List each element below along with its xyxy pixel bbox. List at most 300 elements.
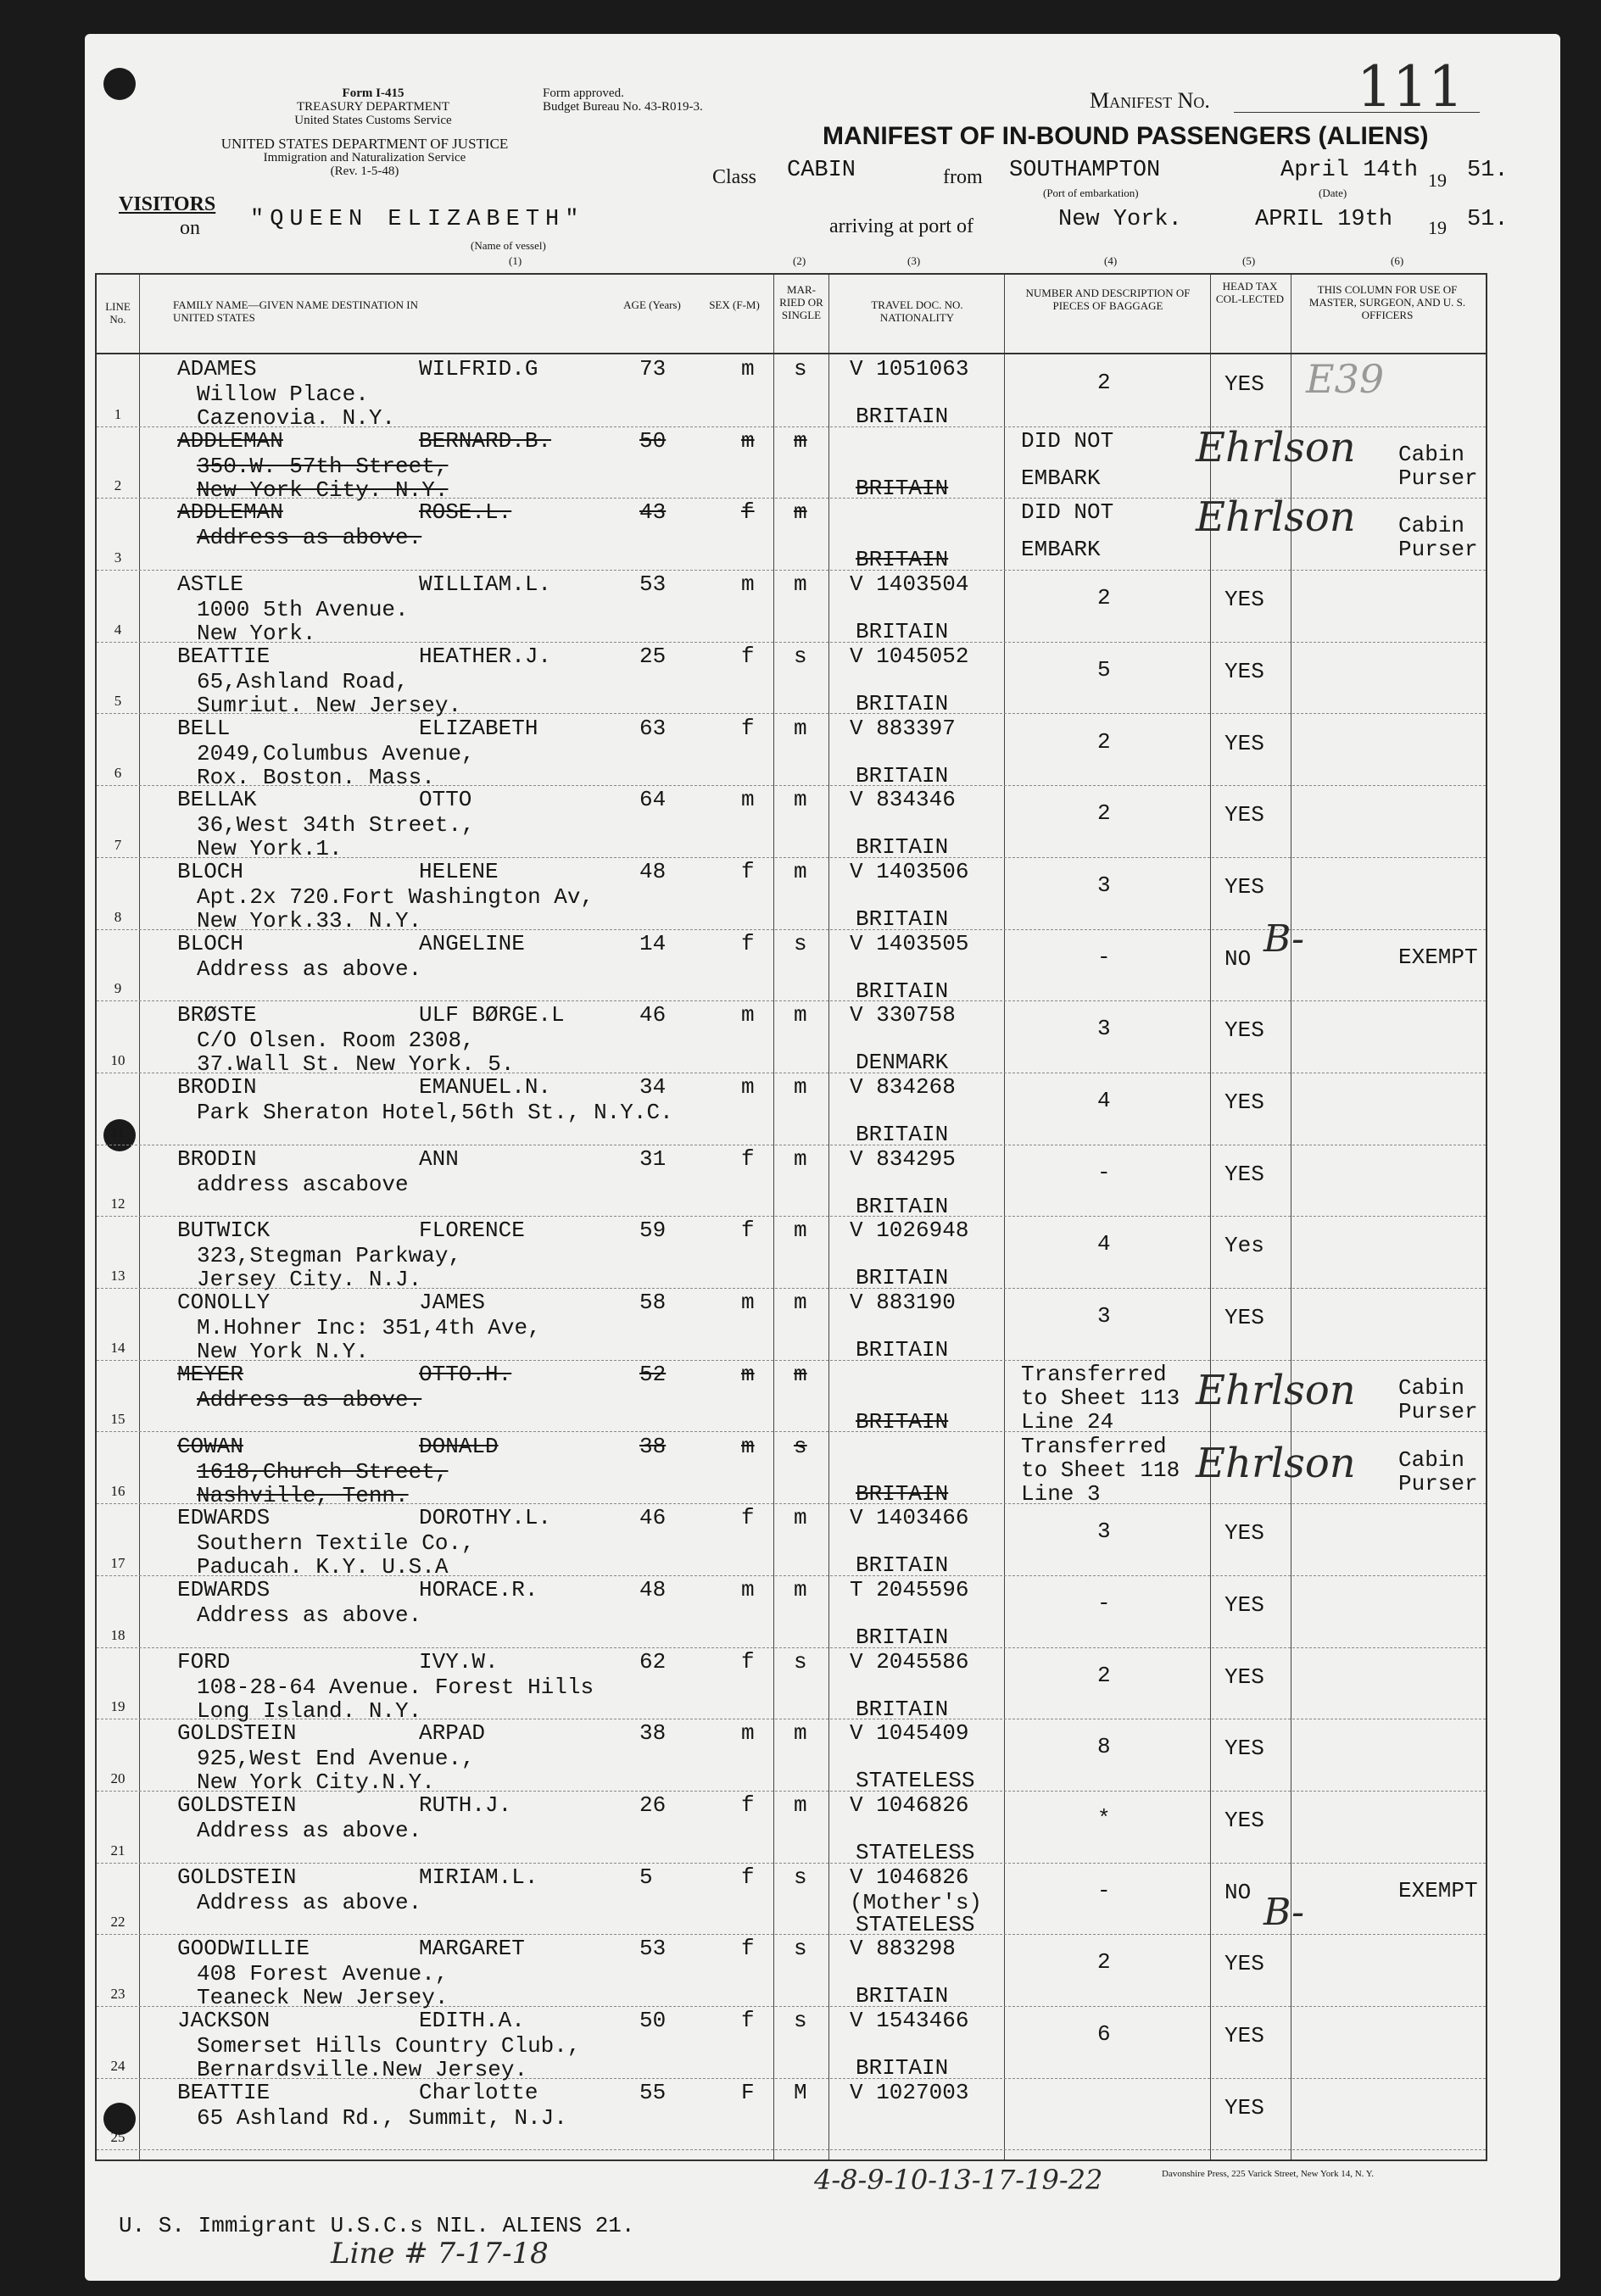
given-name: OTTO.H. <box>419 1361 512 1387</box>
marital-status: m <box>794 787 807 813</box>
justice-label: UNITED STATES DEPARTMENT OF JUSTICE <box>220 136 509 152</box>
given-name: RUTH.J. <box>419 1792 512 1818</box>
given-name: ANN <box>419 1145 459 1172</box>
given-name: DOROTHY.L. <box>419 1505 552 1531</box>
justice-block <box>170 137 560 178</box>
family-name: BLOCH <box>177 930 244 956</box>
address-line: M.Hohner Inc: 351,4th Ave, <box>197 1315 541 1341</box>
baggage-count: 2 <box>1097 585 1111 611</box>
travel-doc-number: V 1045409 <box>850 1720 969 1747</box>
age: 38 <box>639 1433 667 1459</box>
address-line: Willow Place. <box>197 382 369 407</box>
given-name: JAMES <box>419 1290 486 1316</box>
date-caption: (Date) <box>1319 187 1347 199</box>
sex: m <box>741 1074 755 1100</box>
family-name: BRODIN <box>177 1074 257 1100</box>
line-number: 24 <box>110 2057 126 2074</box>
given-name: HEATHER.J. <box>419 643 552 669</box>
col-header-sex: SEX (F-M) <box>709 298 760 311</box>
head-tax: YES <box>1224 1736 1264 1762</box>
baggage-count: - <box>1097 1159 1111 1185</box>
given-name: ULF BØRGE.L <box>419 1002 565 1028</box>
officer-note: Cabin <box>1398 1374 1465 1401</box>
line-number: 6 <box>114 765 122 782</box>
table-row <box>97 1934 1486 2011</box>
marital-status: m <box>794 1074 807 1100</box>
age: 25 <box>639 643 667 669</box>
line-number: 11 <box>110 1123 126 1140</box>
baggage-count: 3 <box>1097 872 1111 898</box>
family-name: BRØSTE <box>177 1002 257 1028</box>
travel-doc-number: V 1046826 <box>850 1864 969 1890</box>
nationality: STATELESS <box>856 1911 975 1937</box>
age: 46 <box>639 1002 667 1028</box>
stamp-mark: E39 <box>1306 356 1385 402</box>
marital-status: m <box>794 1505 807 1531</box>
table-row <box>97 714 1486 790</box>
sex: F <box>741 2079 755 2105</box>
address-line: Southern Textile Co., <box>197 1530 475 1557</box>
marital-status: s <box>794 1936 807 1962</box>
marital-status: m <box>794 715 807 741</box>
marital-status: m <box>794 1792 807 1818</box>
family-name: GOLDSTEIN <box>177 1864 297 1890</box>
baggage-count: DID NOT <box>1021 427 1114 454</box>
table-row <box>97 1288 1486 1365</box>
sex: f <box>741 1648 755 1675</box>
col-header-married: MAR-RIED OR SINGLE <box>779 283 823 321</box>
given-name: Charlotte <box>419 2079 538 2105</box>
age: 5 <box>639 1864 653 1890</box>
travel-doc-number: V 330758 <box>850 1002 956 1028</box>
given-name: ROSE.L. <box>419 499 512 526</box>
sex: f <box>741 643 755 669</box>
head-tax: Yes <box>1224 1233 1264 1259</box>
table-row <box>97 570 1486 647</box>
from-label: from <box>943 166 983 188</box>
head-tax: YES <box>1224 371 1264 397</box>
family-name: BEATTIE <box>177 2079 271 2105</box>
marital-status: m <box>794 1290 807 1316</box>
sex: f <box>741 1792 755 1818</box>
head-tax: YES <box>1224 587 1264 613</box>
manifest-number: 111 <box>1357 54 1464 120</box>
travel-doc-number: V 1051063 <box>850 356 969 382</box>
nationality: BRITAIN <box>856 762 949 789</box>
baggage-count: Transferred <box>1021 1433 1167 1459</box>
table-row <box>97 1719 1486 1796</box>
travel-doc-number: V 1403504 <box>850 571 969 598</box>
marital-status: m <box>794 1576 807 1602</box>
nationality: BRITAIN <box>856 619 949 645</box>
line-number: 25 <box>110 2129 126 2146</box>
age: 63 <box>639 715 667 741</box>
nationality: STATELESS <box>856 1840 975 1865</box>
baggage-note: Line 3 <box>1021 1480 1101 1507</box>
sex: m <box>741 1576 755 1602</box>
table-row <box>97 1000 1486 1078</box>
head-tax: YES <box>1224 1591 1264 1618</box>
age: 48 <box>639 1576 667 1602</box>
address-line: Park Sheraton Hotel,56th St., N.Y.C. <box>197 1100 673 1125</box>
head-tax: YES <box>1224 2023 1264 2049</box>
table-row <box>97 1073 1486 1145</box>
family-name: GOLDSTEIN <box>177 1792 297 1818</box>
line-number: 8 <box>114 908 122 925</box>
vessel-name: "QUEEN ELIZABETH" <box>250 207 585 232</box>
head-tax: YES <box>1224 2094 1264 2120</box>
sex: m <box>741 1361 755 1387</box>
form-approved-block <box>543 86 703 114</box>
line-number: 18 <box>110 1626 126 1643</box>
line-number: 9 <box>114 980 122 997</box>
travel-doc-number: V 1403466 <box>850 1505 969 1531</box>
family-name: MEYER <box>177 1361 244 1387</box>
baggage-note: to Sheet 113 <box>1021 1385 1180 1411</box>
col-header-line: LINE No. <box>105 300 131 326</box>
head-tax: YES <box>1224 1663 1264 1690</box>
column-number: (6) <box>1391 254 1404 267</box>
sex: f <box>741 1864 755 1890</box>
nationality: BRITAIN <box>856 547 949 573</box>
address-line: New York City.N.Y. <box>197 1769 435 1796</box>
nationality: BRITAIN <box>856 1337 949 1363</box>
address-line: Apt.2x 720.Fort Washington Av, <box>197 883 594 910</box>
family-name: BUTWICK <box>177 1218 271 1244</box>
sex: m <box>741 427 755 454</box>
age: 14 <box>639 930 667 956</box>
family-name: EDWARDS <box>177 1505 271 1531</box>
age: 38 <box>639 1720 667 1747</box>
date-century: 19 <box>1428 170 1447 191</box>
address-line: Long Island. N.Y. <box>197 1697 422 1724</box>
address-line: Address as above. <box>197 1818 422 1843</box>
officer-note: Cabin <box>1398 441 1465 467</box>
baggage-count: - <box>1097 1877 1111 1903</box>
head-tax: YES <box>1224 1305 1264 1331</box>
table-row <box>97 1503 1486 1580</box>
baggage-count: 2 <box>1097 1949 1111 1976</box>
arrival-year: 51. <box>1467 207 1509 232</box>
col-header-baggage: NUMBER AND DESCRIPTION OF PIECES OF BAGGAGE <box>1025 287 1191 312</box>
address-line: 350.W. 57th Street, <box>197 453 449 479</box>
line-number: 4 <box>114 621 122 638</box>
given-name: BERNARD.B. <box>419 427 552 454</box>
nationality: BRITAIN <box>856 1408 949 1435</box>
baggage-count: 8 <box>1097 1734 1111 1760</box>
family-name: GOLDSTEIN <box>177 1720 297 1747</box>
sex: m <box>741 1720 755 1747</box>
baggage-count: 3 <box>1097 1016 1111 1042</box>
sex: f <box>741 1218 755 1244</box>
column-number: (4) <box>1104 254 1118 267</box>
line-number: 13 <box>110 1268 126 1285</box>
line-number: 15 <box>110 1411 126 1428</box>
marital-status: m <box>794 1218 807 1244</box>
head-tax: YES <box>1224 658 1264 684</box>
address-line: Rox. Boston. Mass. <box>197 764 435 790</box>
sex: m <box>741 1433 755 1459</box>
address-line: Address as above. <box>197 1602 422 1628</box>
address-line: address ascabove <box>197 1171 409 1197</box>
address-line: Jersey City. N.J. <box>197 1267 422 1293</box>
arrival-century: 19 <box>1428 217 1447 238</box>
printer-imprint: Davonshire Press, 225 Varick Street, New York 14, N. Y. <box>1162 2169 1375 2179</box>
head-tax: YES <box>1224 730 1264 756</box>
class-value: CABIN <box>787 158 856 183</box>
head-tax: YES <box>1224 1520 1264 1546</box>
line-number: 2 <box>114 477 122 494</box>
nationality: BRITAIN <box>856 1193 949 1219</box>
family-name: BELL <box>177 715 231 741</box>
column-number: (3) <box>907 254 921 267</box>
marital-status: m <box>794 427 807 454</box>
head-tax: YES <box>1224 1808 1264 1833</box>
age: 26 <box>639 1792 667 1818</box>
baggage-count: 4 <box>1097 1231 1111 1257</box>
sex: m <box>741 571 755 598</box>
footer-summary: U. S. Immigrant U.S.C.s NIL. ALIENS 21. <box>119 2213 635 2238</box>
column-number: (1) <box>509 254 522 267</box>
nationality: BRITAIN <box>856 1552 949 1579</box>
family-name: BELLAK <box>177 787 257 813</box>
family-name: FORD <box>177 1648 231 1675</box>
age: 34 <box>639 1074 667 1100</box>
age: 43 <box>639 499 667 526</box>
age: 62 <box>639 1648 667 1675</box>
travel-doc-number: T 2045596 <box>850 1576 969 1602</box>
head-tax: NO <box>1224 945 1252 972</box>
family-name: GOODWILLIE <box>177 1936 310 1962</box>
nationality: BRITAIN <box>856 1696 949 1722</box>
table-row <box>97 1575 1486 1648</box>
head-tax: NO <box>1224 1879 1252 1905</box>
table-row <box>97 2006 1486 2083</box>
family-name: JACKSON <box>177 2008 271 2034</box>
baggage-count: 2 <box>1097 728 1111 755</box>
customs-label: United States Customs Service <box>294 114 452 127</box>
family-name: EDWARDS <box>177 1576 271 1602</box>
on-label: on <box>180 217 200 239</box>
address-line: 65 Ashland Rd., Summit, N.J. <box>197 2104 567 2131</box>
nationality: BRITAIN <box>856 1265 949 1291</box>
age: 46 <box>639 1505 667 1531</box>
vessel-caption: (Name of vessel) <box>471 239 546 252</box>
from-value: SOUTHAMPTON <box>1009 158 1161 183</box>
ins-label: Immigration and Naturalization Service <box>263 151 466 164</box>
address-line: C/O Olsen. Room 2308, <box>197 1028 475 1054</box>
nationality: BRITAIN <box>856 1480 949 1507</box>
sex: m <box>741 1290 755 1316</box>
marital-status: m <box>794 571 807 598</box>
family-name: COWAN <box>177 1433 244 1459</box>
address-line: Nashville, Tenn. <box>197 1482 409 1508</box>
marital-status: m <box>794 858 807 884</box>
exempt-mark: B- <box>1264 1891 1305 1934</box>
address-line: 1618,Church Street, <box>197 1458 449 1485</box>
given-name: OTTO <box>419 787 472 813</box>
table-row <box>97 354 1486 431</box>
age: 53 <box>639 1936 667 1962</box>
date-value: April 14th <box>1280 158 1419 183</box>
manifest-no-label: Manifest No. <box>1090 88 1210 113</box>
purser-signature: Ehrlson <box>1196 1440 1356 1487</box>
officer-note: Cabin <box>1398 513 1465 539</box>
baggage-count: * <box>1097 1806 1111 1831</box>
table-row <box>97 1145 1486 1218</box>
address-line: Paducah. K.Y. U.S.A <box>197 1554 449 1580</box>
given-name: DONALD <box>419 1433 499 1459</box>
nationality: BRITAIN <box>856 906 949 932</box>
marital-status: s <box>794 356 807 382</box>
given-name: EMANUEL.N. <box>419 1074 552 1100</box>
table-row <box>97 1216 1486 1293</box>
travel-doc-number: V 1027003 <box>850 2079 969 2105</box>
officer-note: Purser <box>1398 1398 1478 1424</box>
travel-doc-number: V 834295 <box>850 1145 956 1172</box>
family-name: CONOLLY <box>177 1290 271 1316</box>
line-number: 16 <box>110 1483 126 1500</box>
table-row <box>97 1791 1486 1864</box>
age: 52 <box>639 1361 667 1387</box>
arrival-port: New York. <box>1058 207 1182 232</box>
line-number: 22 <box>110 1914 126 1931</box>
column-number: (5) <box>1242 254 1256 267</box>
marital-status: m <box>794 1145 807 1172</box>
line-number: 14 <box>110 1339 126 1356</box>
table-row <box>97 642 1486 718</box>
budget-number: Budget Bureau No. 43-R019-3. <box>543 100 703 114</box>
marital-status: m <box>794 499 807 526</box>
baggage-note: EMBARK <box>1021 537 1101 563</box>
address-line: Address as above. <box>197 956 422 982</box>
marital-status: m <box>794 1720 807 1747</box>
baggage-count: 2 <box>1097 370 1111 395</box>
given-name: ELIZABETH <box>419 715 538 741</box>
head-tax: YES <box>1224 1951 1264 1977</box>
col-header-age: AGE (Years) <box>623 298 681 311</box>
travel-doc-number: V 883397 <box>850 715 956 741</box>
address-line: New York.33. N.Y. <box>197 907 422 933</box>
age: 48 <box>639 858 667 884</box>
column-number: (2) <box>793 254 806 267</box>
sex: m <box>741 787 755 813</box>
address-line: 37.Wall St. New York. 5. <box>197 1051 515 1078</box>
baggage-count: DID NOT <box>1021 499 1114 526</box>
line-number: 21 <box>110 1842 126 1859</box>
head-tax: YES <box>1224 873 1264 900</box>
given-name: ANGELINE <box>419 930 525 956</box>
officer-note: EXEMPT <box>1398 1877 1478 1903</box>
marital-status: s <box>794 2008 807 2034</box>
address-line: Address as above. <box>197 1889 422 1915</box>
address-line: 925,West End Avenue., <box>197 1746 475 1772</box>
officer-note: Cabin <box>1398 1446 1465 1473</box>
line-number: 3 <box>114 549 122 566</box>
sex: f <box>741 858 755 884</box>
nationality: BRITAIN <box>856 475 949 501</box>
purser-signature: Ehrlson <box>1196 493 1356 541</box>
arrival-date: APRIL 19th <box>1255 207 1393 232</box>
address-line: Address as above. <box>197 1386 422 1413</box>
marital-status: s <box>794 1433 807 1459</box>
address-line: Cazenovia. N.Y. <box>197 405 396 431</box>
family-name: ASTLE <box>177 571 244 598</box>
age: 53 <box>639 571 667 598</box>
address-line: 408 Forest Avenue., <box>197 1961 449 1987</box>
given-name: MARGARET <box>419 1936 525 1962</box>
sex: f <box>741 1505 755 1531</box>
baggage-count: 3 <box>1097 1519 1111 1545</box>
col-header-name: FAMILY NAME—GIVEN NAME DESTINATION IN UNITED STATES <box>173 298 419 324</box>
table-row <box>97 1647 1486 1724</box>
sex: m <box>741 356 755 382</box>
address-line: 36,West 34th Street., <box>197 812 475 839</box>
nationality: DENMARK <box>856 1050 949 1076</box>
nationality: BRITAIN <box>856 404 949 429</box>
given-name: HELENE <box>419 858 499 884</box>
table-row <box>97 785 1486 862</box>
travel-doc-number: V 1045052 <box>850 643 969 669</box>
address-line: New York City. N.Y. <box>197 476 449 503</box>
header-left-block <box>246 86 500 127</box>
family-name: ADAMES <box>177 356 257 382</box>
given-name: ARPAD <box>419 1720 486 1747</box>
officer-note: EXEMPT <box>1398 944 1478 970</box>
baggage-count: 2 <box>1097 1662 1111 1688</box>
officer-note: Purser <box>1398 1470 1478 1496</box>
age: 50 <box>639 427 667 454</box>
line-number: 7 <box>114 836 122 853</box>
travel-doc-number: V 883190 <box>850 1290 956 1316</box>
punch-hole <box>103 68 136 100</box>
line-number: 20 <box>110 1769 126 1786</box>
line-number: 1 <box>114 405 122 422</box>
travel-doc-number: V 1026948 <box>850 1218 969 1244</box>
sex: f <box>741 1145 755 1172</box>
address-line: Somerset Hills Country Club., <box>197 2033 581 2059</box>
line-number: 10 <box>110 1051 126 1068</box>
age: 73 <box>639 356 667 382</box>
footer-handwritten-lines: Line # 7-17-18 <box>331 2237 549 2271</box>
sex: f <box>741 715 755 741</box>
nationality: BRITAIN <box>856 1122 949 1147</box>
baggage-note: Line 24 <box>1021 1408 1114 1435</box>
address-line: Sumriut. New Jersey. <box>197 692 462 718</box>
given-name: WILFRID.G <box>419 356 538 382</box>
baggage-count: 4 <box>1097 1088 1111 1113</box>
line-number: 5 <box>114 693 122 710</box>
marital-status: s <box>794 930 807 956</box>
baggage-count: 3 <box>1097 1303 1111 1329</box>
purser-signature: Ehrlson <box>1196 424 1356 471</box>
given-name: MIRIAM.L. <box>419 1864 538 1890</box>
marital-status: s <box>794 643 807 669</box>
visitors-label: VISITORS <box>119 193 216 215</box>
nationality: BRITAIN <box>856 978 949 1004</box>
port-embark-caption: (Port of embarkation) <box>1043 187 1139 199</box>
marital-status: m <box>794 1002 807 1028</box>
family-name: BEATTIE <box>177 643 271 669</box>
address-line: 323,Stegman Parkway, <box>197 1243 462 1269</box>
age: 64 <box>639 787 667 813</box>
sex: m <box>741 1002 755 1028</box>
age: 55 <box>639 2079 667 2105</box>
nationality: STATELESS <box>856 1768 975 1794</box>
sex: f <box>741 2008 755 2034</box>
marital-status: s <box>794 1648 807 1675</box>
sex: f <box>741 930 755 956</box>
